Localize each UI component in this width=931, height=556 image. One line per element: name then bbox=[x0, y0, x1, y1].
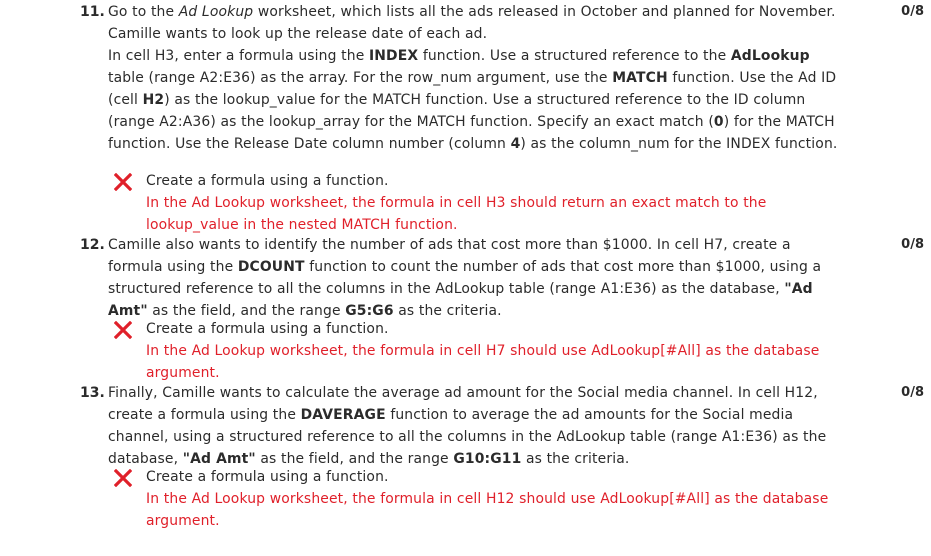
question-score: 0/8 bbox=[901, 4, 924, 19]
question-number: 13. bbox=[80, 385, 105, 401]
x-mark-icon bbox=[114, 469, 132, 487]
criterion-label: Create a formula using a function. bbox=[146, 173, 389, 189]
feedback-message: In the Ad Lookup worksheet, the formula in cell H7 should use AdLookup[#All] as the database argument. bbox=[146, 343, 820, 381]
question-number: 12. bbox=[80, 237, 105, 253]
x-mark-icon bbox=[114, 173, 132, 191]
criterion-label: Create a formula using a function. bbox=[146, 469, 389, 485]
feedback-message: In the Ad Lookup worksheet, the formula in cell H12 should use AdLookup[#All] as the database argument. bbox=[146, 491, 829, 529]
x-mark-icon bbox=[114, 321, 132, 339]
criterion-label: Create a formula using a function. bbox=[146, 321, 389, 337]
question-number: 11. bbox=[80, 4, 105, 20]
feedback-message: In the Ad Lookup worksheet, the formula in cell H3 should return an exact match to the lookup_value in the nested MATCH function. bbox=[146, 195, 767, 233]
question-text: Go to the Ad Lookup worksheet, which lists all the ads released in October and planned for November. Camille wants to look up the release date of each ad. In cell H3, enter a formula using the INDEX function. Use a structured reference to the AdLookup table (range A2:E36) as the array. For the row_num argument, use the MATCH function. Use the Ad ID (cell H2) as the lookup_value for the MATCH function. Use a structured reference to the ID column (range A2:A36) as the lookup_array for the MATCH function. Specify an exact match (0) for the MATCH function. Use the Release Date column number (column 4) as the column_num for the INDEX function. bbox=[108, 4, 838, 152]
question-score: 0/8 bbox=[901, 385, 924, 400]
feedback-block bbox=[108, 466, 868, 532]
question-text: Finally, Camille wants to calculate the average ad amount for the Social media channel. In cell H12, create a formula using the DAVERAGE function to average the ad amounts for the Social media channel, using a structured reference to all the columns in the AdLookup table (range A1:E36) as the database, "Ad Amt" as the field, and the range G10:G11 as the criteria. bbox=[108, 385, 827, 467]
feedback-block bbox=[108, 318, 868, 384]
question-score: 0/8 bbox=[901, 237, 924, 252]
question-text: Camille also wants to identify the number of ads that cost more than $1000. In cell H7, create a formula using the DCOUNT function to count the number of ads that cost more than $1000, using a structured reference to all the columns in the AdLookup table (range A1:E36) as the database, "Ad Amt" as the field, and the range G5:G6 as the criteria. bbox=[108, 237, 822, 319]
feedback-block bbox=[108, 170, 868, 236]
